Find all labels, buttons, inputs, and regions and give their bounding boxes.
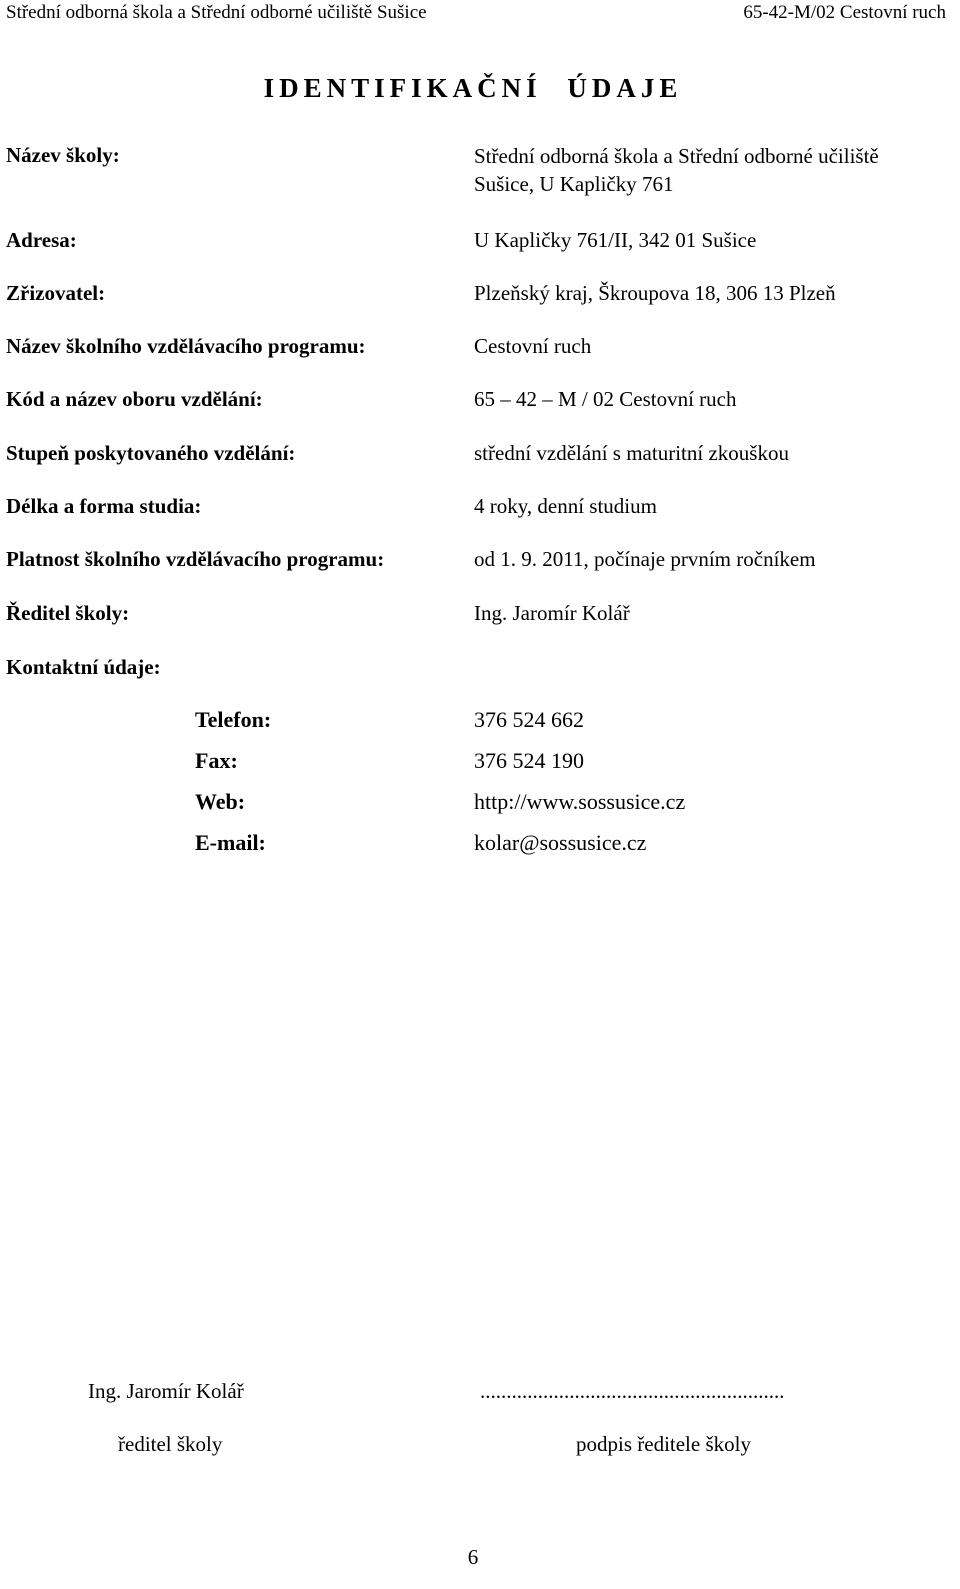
value-program-name: Cestovní ruch bbox=[474, 334, 592, 358]
label-field-code: Kód a název oboru vzdělání: bbox=[6, 387, 263, 411]
signature-name: Ing. Jaromír Kolář bbox=[88, 1379, 244, 1403]
label-fax: Fax: bbox=[195, 748, 238, 773]
label-email: E-mail: bbox=[195, 830, 266, 855]
value-study-length: 4 roky, denní studium bbox=[474, 494, 657, 518]
value-fax: 376 524 190 bbox=[474, 748, 584, 773]
value-phone: 376 524 662 bbox=[474, 707, 584, 732]
header-program-code: 65-42-M/02 Cestovní ruch bbox=[743, 2, 946, 23]
value-email: kolar@sossusice.cz bbox=[474, 830, 647, 855]
label-program-name: Název školního vzdělávacího programu: bbox=[6, 334, 366, 358]
label-web: Web: bbox=[195, 789, 246, 814]
value-web: http://www.sossusice.cz bbox=[474, 789, 686, 814]
signature-line-caption: podpis ředitele školy bbox=[576, 1432, 751, 1456]
label-address: Adresa: bbox=[6, 228, 77, 252]
signature-line: .......................................................... bbox=[480, 1379, 785, 1403]
label-education-level: Stupeň poskytovaného vzdělání: bbox=[6, 441, 296, 465]
label-school-name: Název školy: bbox=[6, 143, 120, 167]
header-school-name: Střední odborná škola a Střední odborné učiliště Sušice bbox=[6, 2, 427, 23]
label-founder: Zřizovatel: bbox=[6, 281, 106, 305]
contact-heading: Kontaktní údaje: bbox=[6, 655, 161, 679]
value-founder: Plzeňský kraj, Škroupova 18, 306 13 Plzeň bbox=[474, 281, 836, 305]
value-program-validity: od 1. 9. 2011, počínaje prvním ročníkem bbox=[474, 547, 816, 571]
value-director: Ing. Jaromír Kolář bbox=[474, 601, 630, 625]
label-director: Ředitel školy: bbox=[6, 601, 130, 625]
value-field-code: 65 – 42 – M / 02 Cestovní ruch bbox=[474, 387, 737, 411]
value-school-name: Střední odborná škola a Střední odborné učiliště Sušice, U Kapličky 761 bbox=[474, 144, 879, 196]
label-phone: Telefon: bbox=[195, 707, 272, 732]
value-address: U Kapličky 761/II, 342 01 Sušice bbox=[474, 228, 757, 252]
label-study-length: Délka a forma studia: bbox=[6, 494, 202, 518]
label-program-validity: Platnost školního vzdělávacího programu: bbox=[6, 547, 385, 571]
signature-role: ředitel školy bbox=[118, 1432, 223, 1456]
page-title: IDENTIFIKAČNÍ ÚDAJE bbox=[263, 73, 683, 103]
page-number: 6 bbox=[467, 1545, 479, 1569]
value-education-level: střední vzdělání s maturitní zkouškou bbox=[474, 441, 789, 465]
